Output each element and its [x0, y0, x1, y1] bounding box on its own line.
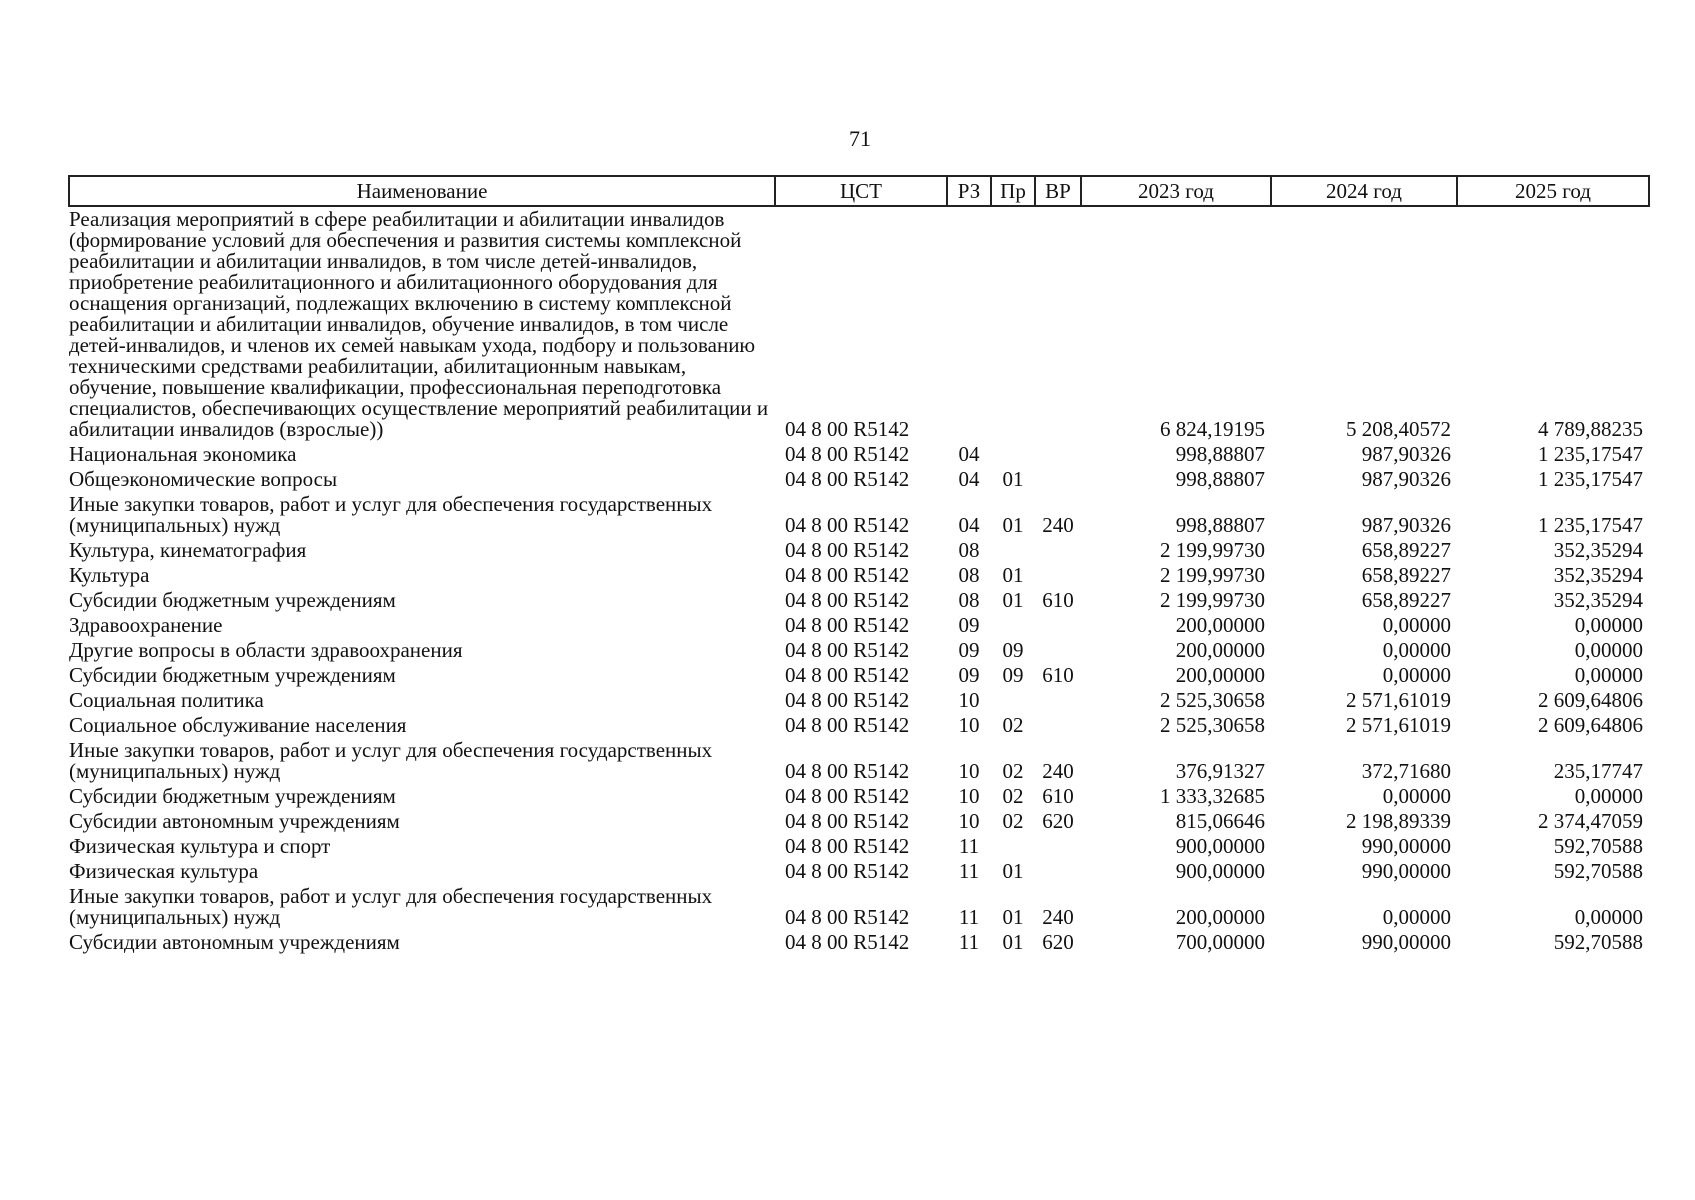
row-cst: 04 8 00 R5142: [785, 538, 910, 562]
row-2025: 0,00000: [1574, 638, 1643, 662]
row-name: Субсидии бюджетным учреждениям: [69, 588, 396, 612]
row-cst: 04 8 00 R5142: [785, 638, 910, 662]
row-name: Культура, кинематография: [69, 538, 307, 562]
row-rz: 08: [958, 563, 980, 587]
row-2024: 0,00000: [1382, 613, 1451, 637]
row-pr: [991, 442, 1035, 467]
row-rz: 08: [958, 588, 980, 612]
row-2024: 990,00000: [1361, 859, 1451, 883]
row-pr: 02: [1002, 784, 1024, 808]
row-rz: 10: [958, 759, 980, 783]
table-header: [69, 176, 1649, 206]
row-vr: [1035, 638, 1081, 663]
row-vr: [1035, 538, 1081, 563]
row-pr: 01: [1002, 859, 1024, 883]
row-pr: 02: [1002, 759, 1024, 783]
row-rz: 11: [958, 859, 980, 883]
header-vr: ВР: [1035, 176, 1081, 206]
row-cst: 04 8 00 R5142: [785, 513, 910, 537]
row-2023: 700,00000: [1175, 930, 1265, 954]
row-2025: 352,35294: [1553, 563, 1643, 587]
row-cst: 04 8 00 R5142: [785, 563, 910, 587]
table-row: [69, 663, 1649, 688]
row-cst: 04 8 00 R5142: [785, 905, 910, 929]
row-pr: 09: [1002, 638, 1024, 662]
table-row: [69, 859, 1649, 884]
row-2023: 2 525,30658: [1160, 688, 1265, 712]
row-name: Национальная экономика: [69, 442, 297, 466]
row-pr: 01: [1002, 467, 1024, 491]
row-vr: [1035, 613, 1081, 638]
row-2023: 200,00000: [1175, 613, 1265, 637]
row-2023: 2 525,30658: [1160, 713, 1265, 737]
header-cst: ЦСТ: [775, 176, 947, 206]
row-vr: [1035, 834, 1081, 859]
row-2023: 900,00000: [1175, 834, 1265, 858]
header-name: Наименование: [69, 176, 775, 206]
row-cst: 04 8 00 R5142: [785, 759, 910, 783]
table-row: [69, 467, 1649, 492]
row-pr: 01: [1002, 588, 1024, 612]
row-pr: [991, 834, 1035, 859]
row-cst: 04 8 00 R5142: [785, 588, 910, 612]
row-2024: 987,90326: [1361, 513, 1451, 537]
table-row: [69, 563, 1649, 588]
row-2023: 6 824,19195: [1160, 417, 1265, 441]
row-2023: 2 199,99730: [1160, 538, 1265, 562]
row-pr: 01: [1002, 563, 1024, 587]
row-name: Культура: [69, 563, 150, 587]
row-2024: 5 208,40572: [1346, 417, 1451, 441]
table-row: [69, 613, 1649, 638]
row-vr: [1035, 467, 1081, 492]
row-2025: 0,00000: [1574, 613, 1643, 637]
row-vr: 610: [1042, 663, 1074, 687]
budget-table: [68, 175, 1650, 955]
row-rz: 10: [958, 784, 980, 808]
row-name: Субсидии автономным учреждениям: [69, 930, 400, 954]
row-2025: 235,17747: [1553, 759, 1643, 783]
table-row: [69, 538, 1649, 563]
row-2025: 0,00000: [1574, 663, 1643, 687]
row-pr: 02: [1002, 809, 1024, 833]
row-vr: 620: [1042, 930, 1074, 954]
row-vr: [1035, 859, 1081, 884]
row-2024: 0,00000: [1382, 784, 1451, 808]
row-2024: 0,00000: [1382, 905, 1451, 929]
row-2024: 658,89227: [1361, 538, 1451, 562]
table-row: [69, 738, 1649, 784]
row-2025: 2 374,47059: [1538, 809, 1643, 833]
table-row: [69, 884, 1649, 930]
row-rz: 08: [958, 538, 980, 562]
page-number: 71: [849, 126, 871, 151]
row-pr: 02: [1002, 713, 1024, 737]
table-row: [69, 930, 1649, 955]
row-pr: 01: [1002, 905, 1024, 929]
row-2023: 998,88807: [1175, 442, 1265, 466]
row-rz: 04: [958, 467, 980, 491]
header-rz: РЗ: [947, 176, 991, 206]
table-row: [69, 588, 1649, 613]
row-name: Субсидии бюджетным учреждениям: [69, 784, 396, 808]
row-name: Реализация мероприятий в сфере реабилитации и абилитации инвалидов (формирование условий для обеспечения и развития системы комплексной реабилитации и абилитации инвалидов, в том числе детей-инвалидов, приобретение реабилитационного и абилитационного оборудования для оснащения организаций, подлежащих включению в систему комплексной реабилитации и абилитации инвалидов, обучение инвалидов, в том числе детей-инвалидов, и членов их семей навыкам ухода, подбору и пользованию техническими средствами реабилитации, абилитационным навыкам, обучение, повышение квалификации, профессиональная переподготовка специалистов, обеспечивающих осуществление мероприятий реабилитации и абилитации инвалидов (взрослые)): [69, 207, 769, 441]
row-2025: 1 235,17547: [1538, 467, 1643, 491]
row-2025: 352,35294: [1553, 538, 1643, 562]
row-2024: 2 198,89339: [1346, 809, 1451, 833]
row-cst: 04 8 00 R5142: [785, 688, 910, 712]
row-vr: [1035, 688, 1081, 713]
row-name: Иные закупки товаров, работ и услуг для обеспечения государственных (муниципальных) нужд: [69, 492, 713, 537]
row-2023: 200,00000: [1175, 638, 1265, 662]
row-pr: [991, 538, 1035, 563]
row-name: Иные закупки товаров, работ и услуг для обеспечения государственных (муниципальных) нужд: [69, 738, 713, 783]
row-2024: 2 571,61019: [1346, 688, 1451, 712]
header-row: [69, 176, 1649, 206]
row-rz: 11: [958, 905, 980, 929]
row-cst: 04 8 00 R5142: [785, 834, 910, 858]
row-rz: 09: [958, 613, 980, 637]
row-pr: [991, 613, 1035, 638]
row-2025: 592,70588: [1553, 834, 1643, 858]
table-row: [69, 834, 1649, 859]
table-row: [69, 809, 1649, 834]
row-2025: 1 235,17547: [1538, 513, 1643, 537]
row-cst: 04 8 00 R5142: [785, 784, 910, 808]
row-name: Социальное обслуживание населения: [69, 713, 407, 737]
row-2025: 2 609,64806: [1538, 688, 1643, 712]
row-name: Физическая культура и спорт: [69, 834, 331, 858]
table-row: [69, 442, 1649, 467]
row-2023: 200,00000: [1175, 663, 1265, 687]
row-cst: 04 8 00 R5142: [785, 663, 910, 687]
row-2024: 0,00000: [1382, 638, 1451, 662]
row-2024: 0,00000: [1382, 663, 1451, 687]
table-row: [69, 492, 1649, 538]
row-pr: 01: [1002, 930, 1024, 954]
row-vr: 610: [1042, 588, 1074, 612]
row-2023: 998,88807: [1175, 513, 1265, 537]
header-2023: 2023 год: [1081, 176, 1271, 206]
row-2025: 592,70588: [1553, 930, 1643, 954]
header-pr: Пр: [991, 176, 1035, 206]
row-cst: 04 8 00 R5142: [785, 442, 910, 466]
row-pr: [991, 688, 1035, 713]
row-pr: [991, 206, 1035, 442]
row-2023: 998,88807: [1175, 467, 1265, 491]
table-row: [69, 784, 1649, 809]
row-cst: 04 8 00 R5142: [785, 859, 910, 883]
row-2025: 0,00000: [1574, 905, 1643, 929]
row-cst: 04 8 00 R5142: [785, 417, 910, 441]
row-pr: 01: [1002, 513, 1024, 537]
row-vr: [1035, 713, 1081, 738]
row-cst: 04 8 00 R5142: [785, 809, 910, 833]
row-2023: 815,06646: [1175, 809, 1265, 833]
row-vr: 610: [1042, 784, 1074, 808]
row-2025: 2 609,64806: [1538, 713, 1643, 737]
row-vr: 240: [1042, 905, 1074, 929]
row-2023: 1 333,32685: [1160, 784, 1265, 808]
row-rz: 09: [958, 663, 980, 687]
table-row: [69, 206, 1649, 442]
row-2025: 0,00000: [1574, 784, 1643, 808]
header-2024: 2024 год: [1271, 176, 1457, 206]
table-row: [69, 713, 1649, 738]
row-rz: 09: [958, 638, 980, 662]
row-cst: 04 8 00 R5142: [785, 613, 910, 637]
row-vr: [1035, 442, 1081, 467]
row-vr: 620: [1042, 809, 1074, 833]
row-name: Социальная политика: [69, 688, 264, 712]
row-name: Другие вопросы в области здравоохранения: [69, 638, 463, 662]
row-cst: 04 8 00 R5142: [785, 467, 910, 491]
row-2025: 1 235,17547: [1538, 442, 1643, 466]
row-vr: [1035, 206, 1081, 442]
row-name: Здравоохранение: [69, 613, 223, 637]
row-name: Общеэкономические вопросы: [69, 467, 338, 491]
table-row: [69, 638, 1649, 663]
row-2023: 376,91327: [1175, 759, 1265, 783]
row-2024: 658,89227: [1361, 563, 1451, 587]
row-name: Субсидии автономным учреждениям: [69, 809, 400, 833]
row-rz: 04: [958, 513, 980, 537]
row-2024: 2 571,61019: [1346, 713, 1451, 737]
row-rz: [947, 206, 991, 442]
row-rz: 10: [958, 688, 980, 712]
row-rz: 10: [958, 809, 980, 833]
row-2024: 372,71680: [1361, 759, 1451, 783]
row-2024: 987,90326: [1361, 442, 1451, 466]
row-cst: 04 8 00 R5142: [785, 930, 910, 954]
row-rz: 04: [958, 442, 980, 466]
row-name: Физическая культура: [69, 859, 259, 883]
row-cst: 04 8 00 R5142: [785, 713, 910, 737]
row-2023: 2 199,99730: [1160, 563, 1265, 587]
row-name: Субсидии бюджетным учреждениям: [69, 663, 396, 687]
row-2023: 200,00000: [1175, 905, 1265, 929]
row-pr: 09: [1002, 663, 1024, 687]
row-2023: 2 199,99730: [1160, 588, 1265, 612]
row-vr: 240: [1042, 759, 1074, 783]
row-2025: 4 789,88235: [1538, 417, 1643, 441]
row-2025: 352,35294: [1553, 588, 1643, 612]
row-rz: 11: [958, 834, 980, 858]
row-2024: 658,89227: [1361, 588, 1451, 612]
table-row: [69, 688, 1649, 713]
row-2023: 900,00000: [1175, 859, 1265, 883]
row-2025: 592,70588: [1553, 859, 1643, 883]
row-vr: 240: [1042, 513, 1074, 537]
header-2025: 2025 год: [1457, 176, 1649, 206]
row-2024: 987,90326: [1361, 467, 1451, 491]
row-2024: 990,00000: [1361, 834, 1451, 858]
row-2024: 990,00000: [1361, 930, 1451, 954]
row-rz: 11: [958, 930, 980, 954]
row-rz: 10: [958, 713, 980, 737]
table-body: [69, 206, 1649, 955]
row-vr: [1035, 563, 1081, 588]
row-name: Иные закупки товаров, работ и услуг для обеспечения государственных (муниципальных) нужд: [69, 884, 713, 929]
